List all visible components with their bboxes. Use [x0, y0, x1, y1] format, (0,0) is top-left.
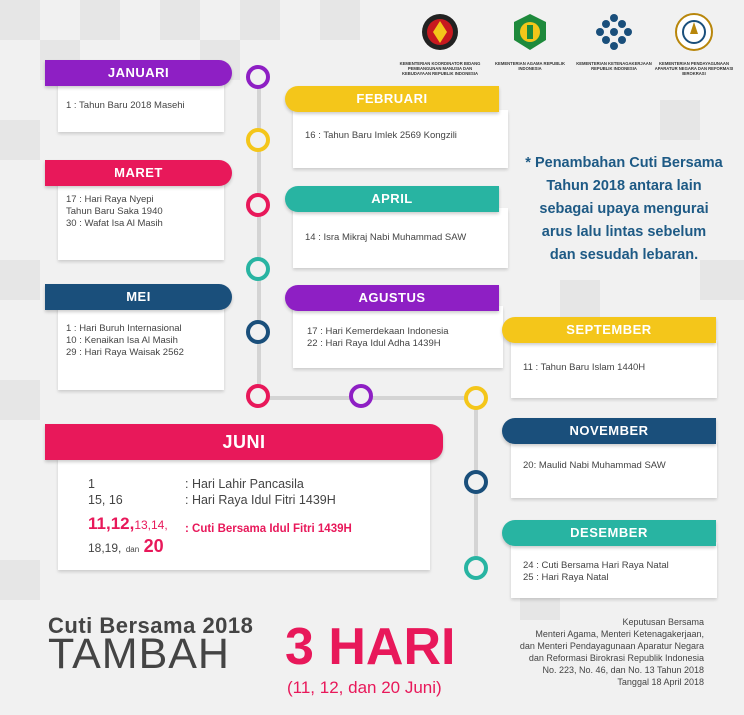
- ministry-kemenag: [488, 12, 572, 71]
- cuti-dan: dan: [125, 545, 140, 554]
- holiday-entry: 25 : Hari Raya Natal: [523, 572, 609, 583]
- holiday-entry: Tahun Baru Saka 1940: [66, 206, 163, 217]
- juni-cuti-row: [88, 514, 168, 534]
- juni-cuti-label-row: [185, 519, 352, 537]
- holiday-entry: 17 : Hari Raya Nyepi: [66, 194, 154, 205]
- decree-line: dan Reformasi Birokrasi Republik Indonesia: [528, 653, 704, 663]
- note-line: * Penambahan Cuti Bersama: [525, 155, 723, 171]
- kemenag-logo-icon: [510, 12, 550, 52]
- month-name: DESEMBER: [570, 525, 648, 540]
- holiday-entry: 10 : Kenaikan Isa Al Masih: [66, 335, 178, 346]
- ministry-caption: KEMENTERIAN KOORDINATOR BIDANG PEMBANGUNAN MANUSIA DAN KEBUDAYAAN REPUBLIK INDONESIA: [399, 61, 481, 76]
- holiday-entry: 11 : Tahun Baru Islam 1440H: [523, 362, 646, 373]
- holiday-entry: 24 : Cuti Bersama Hari Raya Natal: [523, 560, 669, 571]
- footer-3-hari: 3 HARI: [285, 618, 456, 676]
- ministry-kemnaker: [572, 12, 656, 71]
- timeline-dot: [246, 384, 270, 408]
- timeline-dot: [464, 386, 488, 410]
- month-banner-november: [502, 418, 716, 444]
- month-banner-juni: [45, 424, 443, 460]
- timeline-dot: [246, 65, 270, 89]
- juni-row: [88, 477, 304, 491]
- juni-label: : Hari Raya Idul Fitri 1439H: [185, 493, 336, 507]
- footer-tambah: TAMBAH: [48, 630, 230, 678]
- month-banner-desember: [502, 520, 716, 546]
- note-line: arus lalu lintas sebelum: [541, 224, 707, 240]
- ministry-caption: KEMENTERIAN PENDAYAGUNAAN APARATUR NEGARA DAN REFORMASI BIROKRASI: [654, 61, 734, 76]
- month-card-januari: [58, 82, 224, 132]
- kemenpan-rb-logo-icon: [674, 12, 714, 52]
- timeline-dot: [246, 320, 270, 344]
- month-card-februari: [293, 110, 508, 168]
- month-banner-februari: [285, 86, 499, 112]
- holiday-entry: 29 : Hari Raya Waisak 2562: [66, 347, 184, 358]
- month-banner-januari: [45, 60, 232, 86]
- kemnaker-logo-icon: [594, 12, 634, 52]
- month-name: APRIL: [371, 191, 413, 206]
- holiday-entry: 16 : Tahun Baru Imlek 2569 Kongzili: [305, 130, 457, 141]
- decree-line: No. 223, No. 46, dan No. 13 Tahun 2018: [542, 665, 704, 675]
- footer-dates: (11, 12, dan 20 Juni): [287, 678, 442, 697]
- cuti-label: : Cuti Bersama Idul Fitri 1439H: [185, 523, 352, 535]
- ministry-kemenpan-rb: [652, 12, 736, 76]
- note-line: sebagai upaya mengurai: [539, 201, 709, 217]
- month-name: MEI: [126, 289, 151, 304]
- cuti-days-small: 13,14,: [134, 518, 168, 532]
- month-card-september: [511, 340, 717, 398]
- holiday-entry: 1 : Hari Buruh Internasional: [66, 323, 182, 334]
- month-name: JANUARI: [107, 65, 170, 80]
- footer-title: Cuti Bersama 2018: [48, 613, 254, 638]
- decree-line: Keputusan Bersama: [622, 617, 704, 627]
- month-name: AGUSTUS: [358, 290, 426, 305]
- ministry-caption: KEMENTERIAN KETENAGAKERJAAN REPUBLIK INDONESIA: [576, 61, 652, 71]
- month-banner-maret: [45, 160, 232, 186]
- month-name: NOVEMBER: [569, 423, 649, 438]
- holiday-entry: 1 : Tahun Baru 2018 Masehi: [66, 100, 185, 111]
- decree-text: [520, 616, 704, 688]
- month-name: JUNI: [222, 432, 266, 452]
- month-card-desember: [511, 542, 717, 598]
- month-name: MARET: [114, 165, 163, 180]
- holiday-entry: 30 : Wafat Isa Al Masih: [66, 218, 163, 229]
- month-card-november: [511, 440, 717, 498]
- juni-cuti-row2: [88, 536, 164, 557]
- cuti-days2: 18,19,: [88, 541, 122, 555]
- decree-line: dan Menteri Pendayagunaan Aparatur Negara: [519, 641, 704, 651]
- holiday-entry: 20: Maulid Nabi Muhammad SAW: [523, 460, 666, 471]
- cuti-note: [514, 152, 734, 267]
- juni-days: 15, 16: [88, 493, 123, 507]
- month-name: FEBRUARI: [356, 91, 428, 106]
- ministry-caption: KEMENTERIAN AGAMA REPUBLIK INDONESIA: [495, 61, 565, 71]
- kemenko-pmk-logo-icon: [420, 12, 460, 52]
- juni-days: 1: [88, 477, 95, 491]
- month-banner-september: [502, 317, 716, 343]
- holiday-entry: 22 : Hari Raya Idul Adha 1439H: [307, 338, 441, 349]
- juni-row: [88, 493, 336, 507]
- timeline-dot: [246, 128, 270, 152]
- month-card-maret: [58, 182, 224, 260]
- decree-line: Menteri Agama, Menteri Ketenagakerjaan,: [535, 629, 704, 639]
- decree-line: Tanggal 18 April 2018: [617, 677, 704, 687]
- month-name: SEPTEMBER: [566, 322, 652, 337]
- juni-label: : Hari Lahir Pancasila: [185, 477, 304, 491]
- timeline-dot: [246, 257, 270, 281]
- month-card-agustus: [293, 306, 503, 368]
- month-card-april: [293, 208, 508, 268]
- month-banner-mei: [45, 284, 232, 310]
- ministry-kemenko-pmk: [398, 12, 482, 76]
- cuti-days-highlight: 11,12,: [88, 514, 135, 533]
- month-card-mei: [58, 306, 224, 390]
- note-line: Tahun 2018 antara lain: [546, 178, 702, 194]
- month-banner-april: [285, 186, 499, 212]
- timeline-dot: [464, 556, 488, 580]
- note-line: dan sesudah lebaran.: [549, 247, 699, 263]
- timeline-dot: [464, 470, 488, 494]
- cuti-day-last: 20: [143, 536, 164, 556]
- timeline-dot: [349, 384, 373, 408]
- timeline-dot: [246, 193, 270, 217]
- holiday-entry: 14 : Isra Mikraj Nabi Muhammad SAW: [305, 232, 467, 243]
- holiday-entry: 17 : Hari Kemerdekaan Indonesia: [307, 326, 449, 337]
- month-banner-agustus: [285, 285, 499, 311]
